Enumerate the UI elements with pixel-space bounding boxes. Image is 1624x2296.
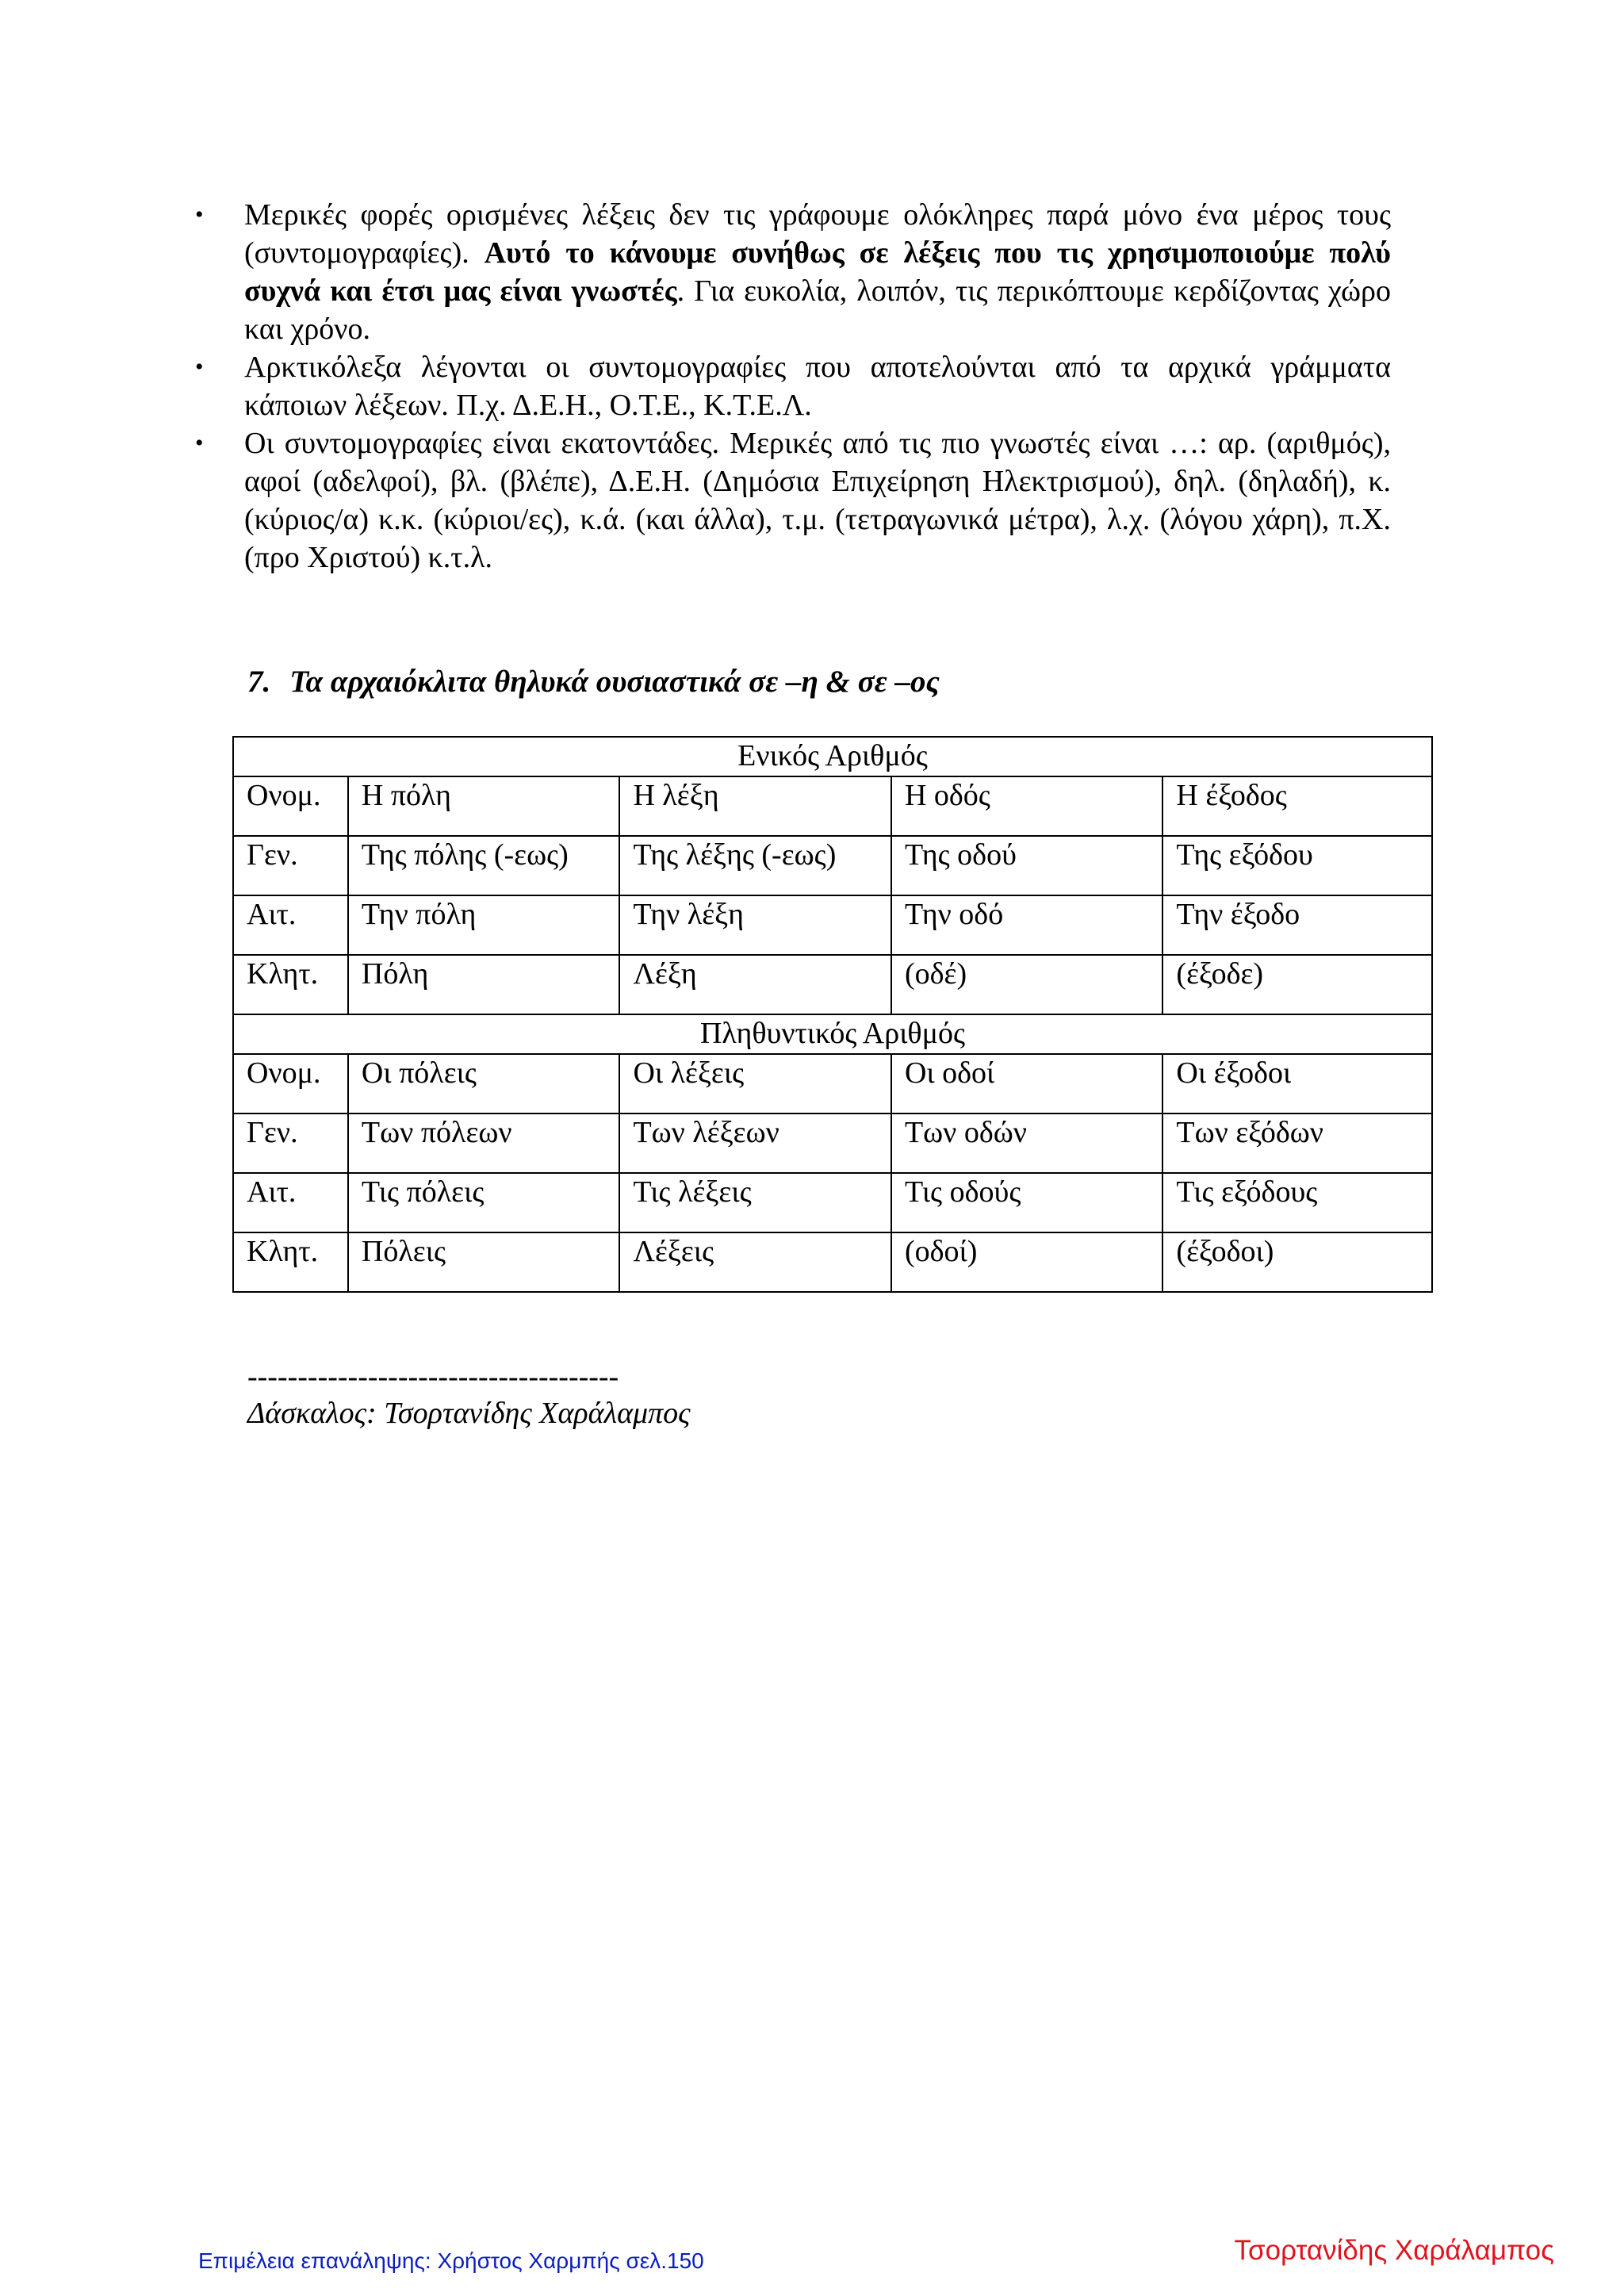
case-label: Αιτ. — [233, 895, 348, 955]
table-cell: Η λέξη — [619, 776, 891, 836]
teacher-signature: Δάσκαλος: Τσορτανίδης Χαράλαμπος — [247, 1397, 691, 1430]
section-number: 7. — [247, 665, 271, 699]
bullet-item — [195, 424, 1391, 577]
table-cell: Την λέξη — [619, 895, 891, 955]
bullet-list — [195, 196, 1391, 577]
table-row — [233, 776, 1432, 836]
table-cell: Της λέξης (-εως) — [619, 836, 891, 895]
table-cell: Τις πόλεις — [348, 1173, 620, 1232]
table-cell: Την πόλη — [348, 895, 620, 955]
footer-author: Τσορτανίδης Χαράλαμπος — [1234, 2235, 1554, 2266]
table-cell: Λέξη — [619, 955, 891, 1014]
table-row — [233, 895, 1432, 955]
table-cell: Οι οδοί — [891, 1054, 1162, 1114]
singular-header-row — [233, 737, 1432, 776]
text-run: . Για ευκολία, λοιπόν, τις περικόπτουμε κερδίζοντας χώρο και χρόνο. — [244, 274, 1391, 346]
text-run: Μερικές φορές ορισμένες λέξεις δεν τις γράφουμε ολόκληρες παρά μόνο ένα μέρος τους (συντομογραφίες). — [244, 198, 1391, 270]
bullet-text — [244, 348, 1391, 424]
plural-header-row — [233, 1014, 1432, 1054]
table-cell: Η οδός — [891, 776, 1162, 836]
bullet-item — [195, 196, 1391, 348]
case-label: Κλητ. — [233, 1232, 348, 1292]
bullet-text — [244, 424, 1391, 577]
table-row — [233, 1114, 1432, 1173]
case-label: Γεν. — [233, 836, 348, 895]
table-row — [233, 955, 1432, 1014]
footer-credit: Επιμέλεια επανάληψης: Χρήστος Χαρμπής σελ.150 — [198, 2248, 704, 2273]
table-cell: Οι λέξεις — [619, 1054, 891, 1114]
table-cell: Πόλεις — [348, 1232, 620, 1292]
table-cell: Της οδού — [891, 836, 1162, 895]
table-row — [233, 1173, 1432, 1232]
section-heading — [247, 663, 940, 701]
plural-header: Πληθυντικός Αριθμός — [233, 1014, 1432, 1054]
table-cell: Των οδών — [891, 1114, 1162, 1173]
table-cell: Η πόλη — [348, 776, 620, 836]
bullet-marker: • — [195, 354, 204, 380]
table-cell: Της εξόδου — [1162, 836, 1432, 895]
table-cell: Την οδό — [891, 895, 1162, 955]
table-cell: Τις λέξεις — [619, 1173, 891, 1232]
table-cell: Οι πόλεις — [348, 1054, 620, 1114]
text-run: Οι συντομογραφίες είναι εκατοντάδες. Μερικές από τις πιο γνωστές είναι …: αρ. (αριθμός), αφοί (αδελφοί), βλ. (βλέπε), Δ.Ε.Η. (Δημόσια Επιχείρηση Ηλεκτρισμού), δηλ. (δηλαδή), κ. (κύριος/α) κ.κ. (κύριοι/ες), κ.ά. (και άλλα), τ.μ. (τετραγωνικά μέτρα), λ.χ. (λόγου χάρη), π.Χ. (προ Χριστού) κ.τ.λ. — [244, 427, 1391, 574]
table-cell: Τις οδούς — [891, 1173, 1162, 1232]
table-cell: (οδέ) — [891, 955, 1162, 1014]
bullet-item — [195, 348, 1391, 424]
table-row — [233, 1054, 1432, 1114]
section-title: Τα αρχαιόκλιτα θηλυκά ουσιαστικά σε –η & σε –ος — [289, 665, 940, 699]
table-row — [233, 836, 1432, 895]
table-cell: Των πόλεων — [348, 1114, 620, 1173]
case-label: Κλητ. — [233, 955, 348, 1014]
table-cell: Η έξοδος — [1162, 776, 1432, 836]
declension-table — [232, 736, 1433, 1293]
table-cell: Λέξεις — [619, 1232, 891, 1292]
bold-text: Αυτό το κάνουμε συνήθως σε λέξεις που τις χρησιμοποιούμε πολύ συχνά και έτσι μας είναι γνωστές — [244, 236, 1391, 308]
case-label: Ονομ. — [233, 776, 348, 836]
table-cell: Πόλη — [348, 955, 620, 1014]
singular-header: Ενικός Αριθμός — [233, 737, 1432, 776]
table-row — [233, 1232, 1432, 1292]
signature-rule: ------------------------------------- — [247, 1360, 619, 1393]
table-cell: Την έξοδο — [1162, 895, 1432, 955]
table-cell: (οδοί) — [891, 1232, 1162, 1292]
table-cell: Των λέξεων — [619, 1114, 891, 1173]
text-run: Αρκτικόλεξα λέγονται οι συντομογραφίες που αποτελούνται από τα αρχικά γράμματα κάποιων λέξεων. Π.χ. Δ.Ε.Η., Ο.Τ.Ε., Κ.Τ.Ε.Λ. — [244, 351, 1391, 422]
table-cell: (έξοδε) — [1162, 955, 1432, 1014]
bullet-marker: • — [195, 201, 204, 228]
bullet-marker: • — [195, 430, 204, 456]
case-label: Ονομ. — [233, 1054, 348, 1114]
table-cell: Τις εξόδους — [1162, 1173, 1432, 1232]
case-label: Αιτ. — [233, 1173, 348, 1232]
table-cell: Οι έξοδοι — [1162, 1054, 1432, 1114]
case-label: Γεν. — [233, 1114, 348, 1173]
table-cell: Της πόλης (-εως) — [348, 836, 620, 895]
bullet-text — [244, 196, 1391, 348]
table-cell: (έξοδοι) — [1162, 1232, 1432, 1292]
table-cell: Των εξόδων — [1162, 1114, 1432, 1173]
